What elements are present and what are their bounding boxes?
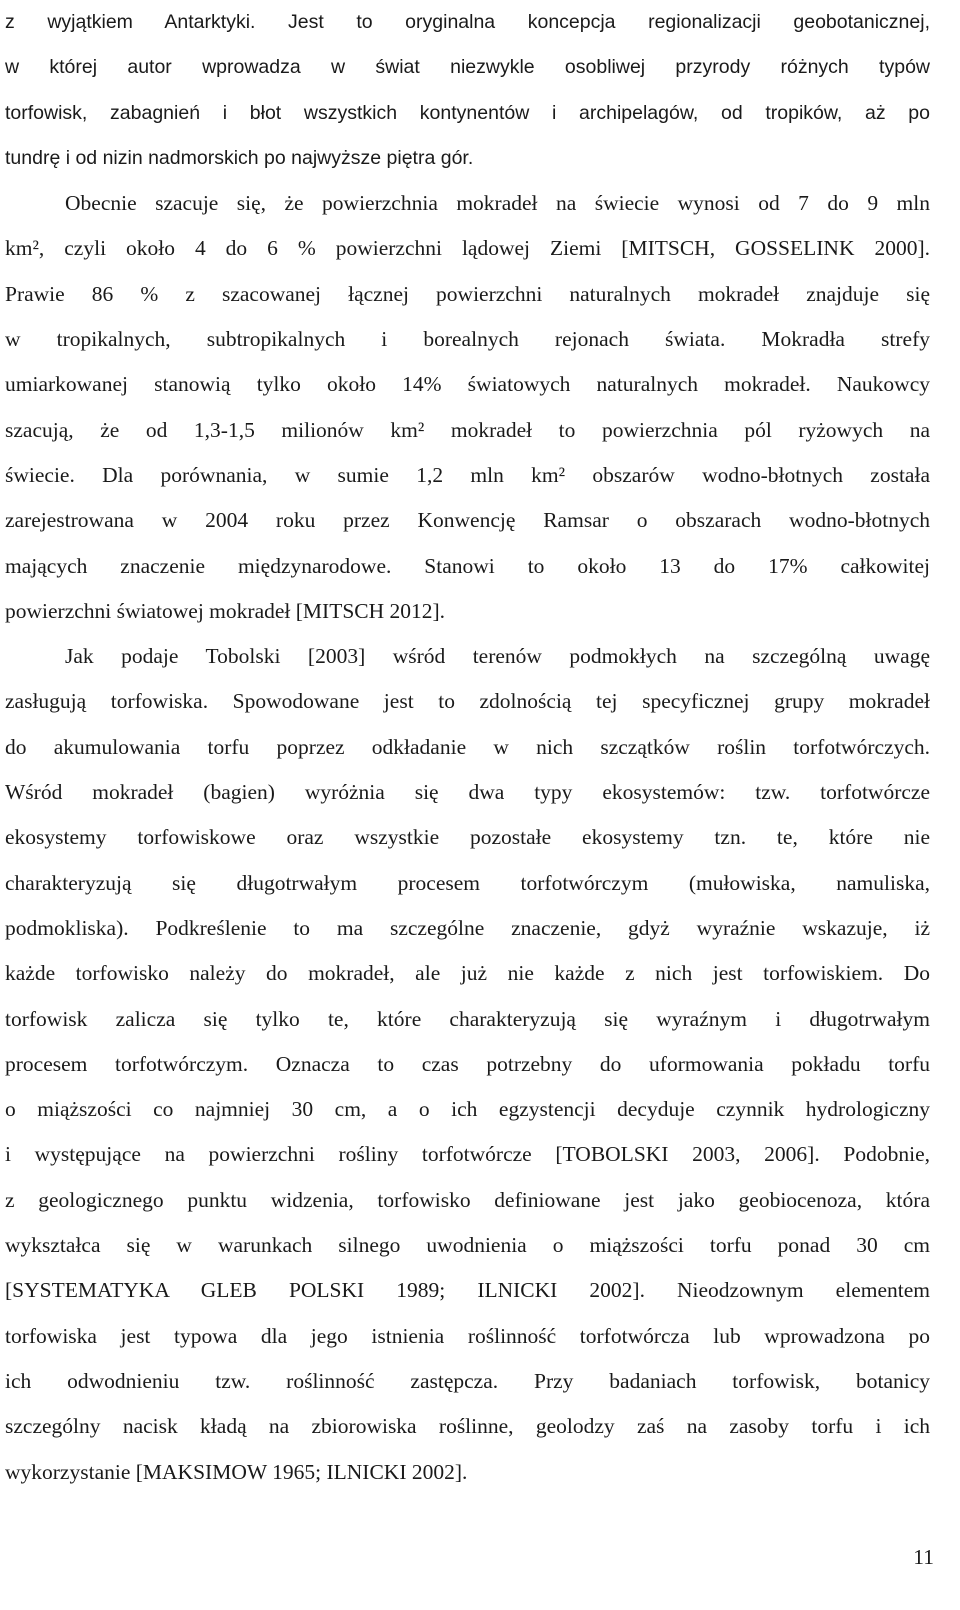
text-line: [SYSTEMATYKA GLEB POLSKI 1989; ILNICKI 2002]. Nieodzownym elementem: [5, 1278, 930, 1303]
text-line: wykorzystanie [MAKSIMOW 1965; ILNICKI 2002].: [5, 1459, 468, 1484]
document-body: [5, 0, 930, 1495]
text-line: torfowisk, zabagnień i błot wszystkich kontynentów i archipelagów, od tropików, aż po: [5, 101, 930, 124]
text-line: z geologicznego punktu widzenia, torfowisko definiowane jest jako geobiocenoza, która: [5, 1187, 930, 1212]
text-line: w której autor wprowadza w świat niezwykle osobliwej przyrody różnych typów: [5, 56, 930, 79]
text-line: świecie. Dla porównania, w sumie 1,2 mln km² obszarów wodno-błotnych została: [5, 462, 930, 487]
text-line: torfowisk zalicza się tylko te, które charakteryzują się wyraźnym i długotrwałym: [5, 1006, 930, 1031]
text-line: ekosystemy torfowiskowe oraz wszystkie pozostałe ekosystemy tzn. te, które nie: [5, 825, 930, 850]
page-number: 11: [913, 1545, 934, 1569]
text-line: szczególny nacisk kładą na zbiorowiska roślinne, geolodzy zaś na zasoby torfu i ich: [5, 1414, 930, 1439]
text-line: każde torfowisko należy do mokradeł, ale już nie każde z nich jest torfowiskiem. Do: [5, 961, 930, 986]
text-line: zasługują torfowiska. Spowodowane jest to zdolnością tej specyficznej grupy mokradeł: [5, 689, 930, 714]
text-line: km², czyli około 4 do 6 % powierzchni lądowej Ziemi [MITSCH, GOSSELINK 2000].: [5, 236, 930, 261]
text-line: tundrę i od nizin nadmorskich po najwyższe piętra gór.: [5, 146, 474, 169]
text-line: do akumulowania torfu poprzez odkładanie w nich szczątków roślin torfotwórczych.: [5, 734, 930, 759]
text-line: podmokliska). Podkreślenie to ma szczególne znaczenie, gdyż wyraźnie wskazuje, iż: [5, 915, 930, 940]
text-line: wykształca się w warunkach silnego uwodnienia o miąższości torfu ponad 30 cm: [5, 1233, 930, 1258]
text-line: mających znaczenie międzynarodowe. Stanowi to około 13 do 17% całkowitej: [5, 553, 930, 578]
text-line: Wśród mokradeł (bagien) wyróżnia się dwa typy ekosystemów: tzw. torfotwórcze: [5, 780, 930, 805]
text-line: torfowiska jest typowa dla jego istnienia roślinność torfotwórcza lub wprowadzona po: [5, 1323, 930, 1348]
text-line: Jak podaje Tobolski [2003] wśród terenów podmokłych na szczególną uwagę: [65, 644, 930, 669]
text-line: Obecnie szacuje się, że powierzchnia mokradeł na świecie wynosi od 7 do 9 mln: [65, 191, 930, 216]
text-line: powierzchni światowej mokradeł [MITSCH 2012].: [5, 598, 446, 623]
text-line: procesem torfotwórczym. Oznacza to czas potrzebny do uformowania pokładu torfu: [5, 1051, 930, 1076]
text-line: zarejestrowana w 2004 roku przez Konwencję Ramsar o obszarach wodno-błotnych: [5, 508, 930, 533]
text-line: o miąższości co najmniej 30 cm, a o ich egzystencji decyduje czynnik hydrologiczny: [5, 1097, 930, 1122]
text-line: charakteryzują się długotrwałym procesem torfotwórczym (mułowiska, namuliska,: [5, 870, 930, 895]
text-line: z wyjątkiem Antarktyki. Jest to oryginalna koncepcja regionalizacji geobotanicznej,: [5, 11, 930, 33]
text-line: ich odwodnieniu tzw. roślinność zastępcza. Przy badaniach torfowisk, botanicy: [5, 1368, 930, 1393]
text-line: i występujące na powierzchni rośliny torfotwórcze [TOBOLSKI 2003, 2006]. Podobnie,: [5, 1142, 930, 1167]
text-line: umiarkowanej stanowią tylko około 14% światowych naturalnych mokradeł. Naukowcy: [5, 372, 930, 397]
text-line: szacują, że od 1,3-1,5 milionów km² mokradeł to powierzchnia pól ryżowych na: [5, 417, 930, 442]
text-line: Prawie 86 % z szacowanej łącznej powierzchni naturalnych mokradeł znajduje się: [5, 281, 930, 306]
text-line: w tropikalnych, subtropikalnych i borealnych rejonach świata. Mokradła strefy: [5, 327, 930, 352]
